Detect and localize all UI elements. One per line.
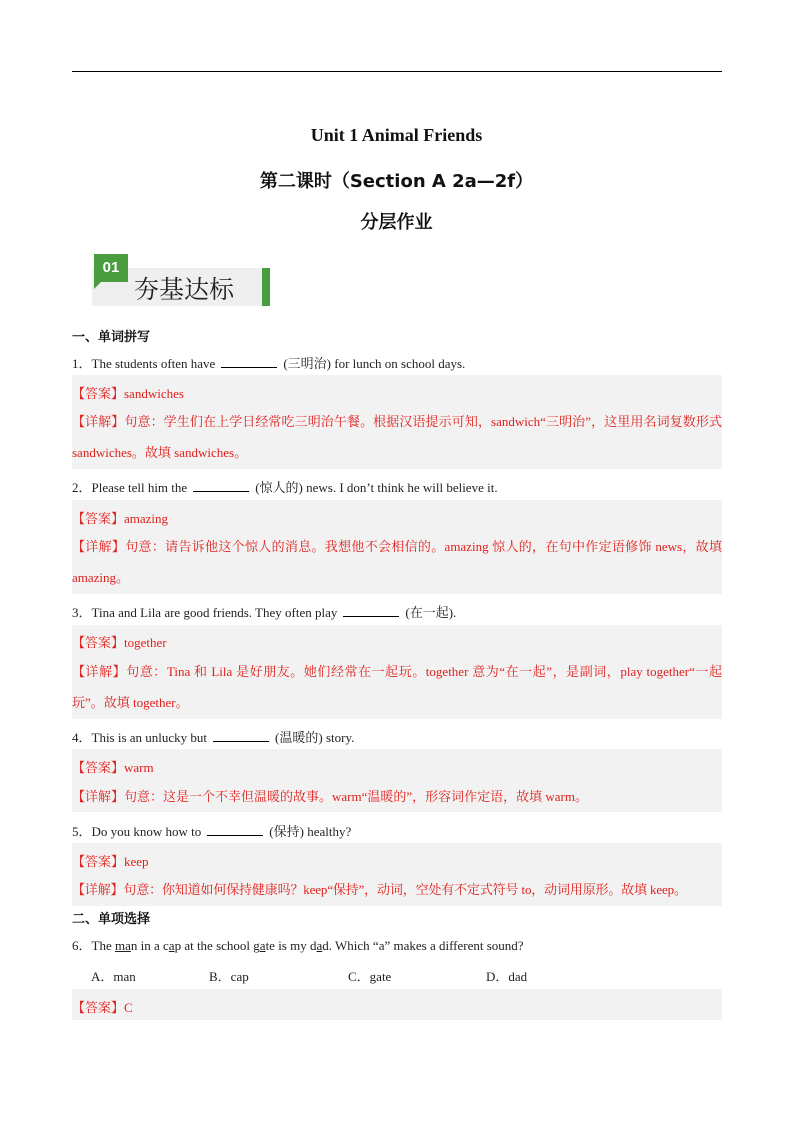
question-5-hint: (保持) healthy?	[269, 824, 352, 839]
question-5-text: 5．Do you know how to	[72, 824, 202, 839]
detail-4: 【详解】句意：这是一个不幸但温暖的故事。warm“温暖的”，形容词作定语，故填 warm。	[72, 789, 588, 804]
underlined-letter: a	[168, 938, 175, 953]
section-badge	[84, 254, 274, 310]
question-6-text: m	[114, 938, 126, 953]
answer-4: 【答案】warm	[72, 760, 154, 775]
question-6-text: d. Which “a” makes a different sound?	[322, 938, 524, 953]
question-1-hint: (三明治) for lunch on school days.	[283, 356, 466, 371]
answer-5: 【答案】keep	[72, 854, 149, 869]
answer-blank	[207, 823, 263, 836]
question-6-text: p at the school g	[174, 938, 260, 953]
badge-number: 01	[94, 254, 128, 282]
detail-2: 【详解】句意：请告诉他这个惊人的消息。我想他不会相信的。amazing 惊人的，在句中作定语修饰 news，故填 amazing。	[72, 539, 722, 585]
answer-blank	[221, 355, 277, 368]
badge-accent-bar	[262, 268, 270, 306]
page-subtitle-2: 分层作业	[360, 212, 433, 233]
option-c: C．gate	[348, 969, 392, 984]
question-4-text: 4．This is an unlucky but	[72, 730, 208, 745]
question-2	[72, 477, 498, 496]
question-2-text: 2．Please tell him the	[72, 480, 188, 495]
underlined-letter: a	[259, 938, 266, 953]
underlined-letter: a	[125, 938, 131, 953]
answer-2: 【答案】amazing	[72, 511, 169, 526]
question-6-text: 6．The	[72, 938, 115, 953]
answer-box-6	[72, 989, 722, 1020]
answer-3: 【答案】together	[72, 635, 167, 650]
underlined-letter: a	[316, 938, 323, 953]
question-3	[72, 602, 456, 621]
answer-6: 【答案】C	[72, 1000, 133, 1015]
badge-tail-icon	[94, 282, 101, 289]
option-d: D．dad	[486, 969, 528, 984]
answer-blank	[213, 729, 269, 742]
detail-3: 【详解】句意：Tina 和 Lila 是好朋友。她们经常在一起玩。together 意为“在一起”，是副词，play together“一起玩”。故填 together。	[72, 664, 722, 710]
page-subtitle: 第二课时（Section A 2a—2f）	[259, 171, 534, 192]
question-5	[72, 821, 351, 840]
detail-1: 【详解】句意：学生们在上学日经常吃三明治午餐。根据汉语提示可知，sandwich“三明治”，这里用名词复数形式 sandwiches。故填 sandwiches。	[72, 414, 722, 460]
page-title: Unit 1 Animal Friends	[310, 125, 483, 145]
question-6	[72, 935, 524, 954]
badge-label: 夯基达标	[134, 275, 235, 304]
question-6-text: te is my d	[265, 938, 317, 953]
question-4-hint: (温暖的) story.	[275, 730, 355, 745]
question-1	[72, 353, 465, 372]
question-1-text: 1．The students often have	[72, 356, 216, 371]
question-3-text: 3．Tina and Lila are good friends. They often play	[72, 605, 338, 620]
question-3-hint: (在一起).	[405, 605, 457, 620]
question-2-hint: (惊人的) news. I don’t think he will believe it.	[255, 480, 498, 495]
header-rule	[72, 71, 722, 72]
section-heading-spelling: 一、单词拼写	[72, 330, 151, 345]
option-a: A．man	[91, 969, 136, 984]
answer-1: 【答案】sandwiches	[72, 386, 184, 401]
question-6-text: n in a c	[130, 938, 169, 953]
answer-blank	[343, 604, 399, 617]
question-4	[72, 727, 354, 746]
section-heading-choice: 二、单项选择	[72, 912, 151, 927]
detail-5: 【详解】句意：你知道如何保持健康吗？keep“保持”，动词，空处有不定式符号 to，动词用原形。故填 keep。	[72, 882, 687, 897]
option-b: B．cap	[209, 969, 249, 984]
answer-blank	[193, 479, 249, 492]
